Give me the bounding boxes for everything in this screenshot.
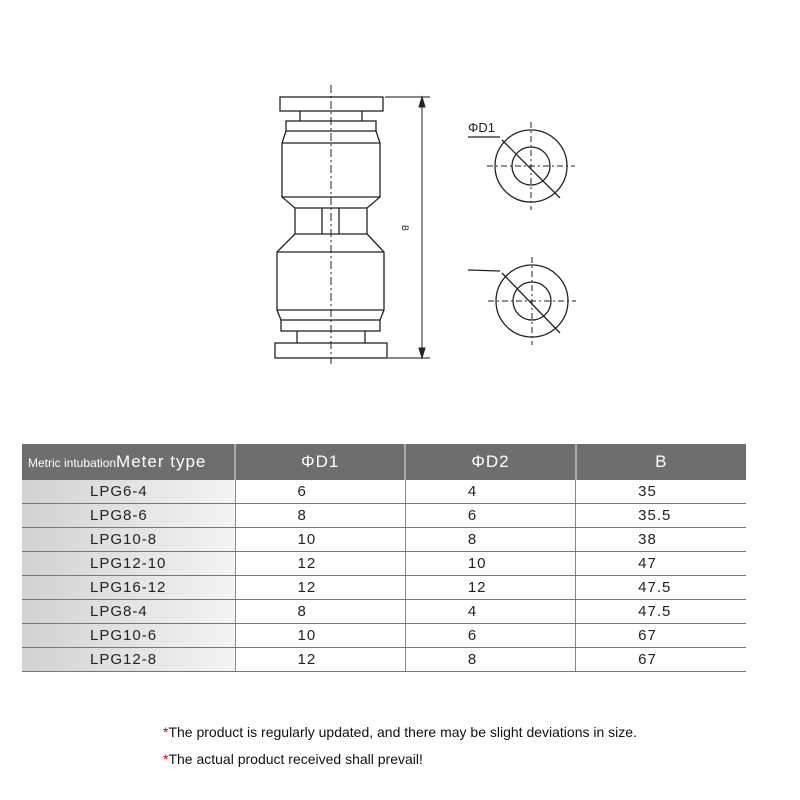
note-text: The product is regularly updated, and there may be slight deviations in size.	[168, 724, 637, 740]
cell-d2: 4	[405, 480, 575, 504]
cell-b: 47	[576, 552, 746, 576]
dimensions-table	[22, 444, 746, 672]
table-row	[22, 528, 746, 552]
note-prevail	[163, 751, 423, 767]
d1-label: ΦD1	[468, 120, 495, 135]
table-row	[22, 480, 746, 504]
cell-d2: 6	[405, 624, 575, 648]
note-deviation	[163, 724, 637, 740]
cell-d1: 12	[235, 576, 405, 600]
cell-type: LPG8-6	[22, 504, 235, 528]
table-row	[22, 552, 746, 576]
cell-d2: 12	[405, 576, 575, 600]
note-text: The actual product received shall prevail!	[168, 751, 423, 767]
cell-d1: 10	[235, 528, 405, 552]
table-header-row	[22, 444, 746, 480]
cell-b: 67	[576, 648, 746, 672]
cell-d1: 10	[235, 624, 405, 648]
cell-d1: 12	[235, 552, 405, 576]
header-type	[22, 444, 235, 480]
cell-d1: 6	[235, 480, 405, 504]
table-row	[22, 504, 746, 528]
cell-type: LPG8-4	[22, 600, 235, 624]
asterisk: *	[163, 724, 169, 740]
dimension-b-label: B	[400, 225, 410, 232]
header-b: B	[576, 444, 746, 480]
cell-d1: 8	[235, 504, 405, 528]
end-view-d2	[468, 257, 576, 345]
cell-b: 35	[576, 480, 746, 504]
header-d1: ΦD1	[235, 444, 405, 480]
table-row	[22, 576, 746, 600]
cell-type: LPG6-4	[22, 480, 235, 504]
fitting-side-view	[275, 85, 387, 364]
cell-d1: 12	[235, 648, 405, 672]
header-prefix: Metric intubation	[28, 456, 117, 470]
header-d2: ΦD2	[405, 444, 575, 480]
cell-type: LPG16-12	[22, 576, 235, 600]
cell-d2: 10	[405, 552, 575, 576]
cell-b: 67	[576, 624, 746, 648]
cell-type: LPG12-8	[22, 648, 235, 672]
cell-b: 47.5	[576, 576, 746, 600]
end-view-d1	[468, 122, 575, 210]
table-row	[22, 600, 746, 624]
cell-type: LPG10-8	[22, 528, 235, 552]
cell-d2: 4	[405, 600, 575, 624]
cell-d1: 8	[235, 600, 405, 624]
table-row	[22, 624, 746, 648]
cell-d2: 8	[405, 648, 575, 672]
cell-b: 47.5	[576, 600, 746, 624]
header-type-label: Meter type	[116, 452, 207, 471]
cell-type: LPG10-6	[22, 624, 235, 648]
cell-d2: 8	[405, 528, 575, 552]
cell-b: 35.5	[576, 504, 746, 528]
table-row	[22, 648, 746, 672]
cell-type: LPG12-10	[22, 552, 235, 576]
cell-b: 38	[576, 528, 746, 552]
cell-d2: 6	[405, 504, 575, 528]
asterisk: *	[163, 751, 169, 767]
